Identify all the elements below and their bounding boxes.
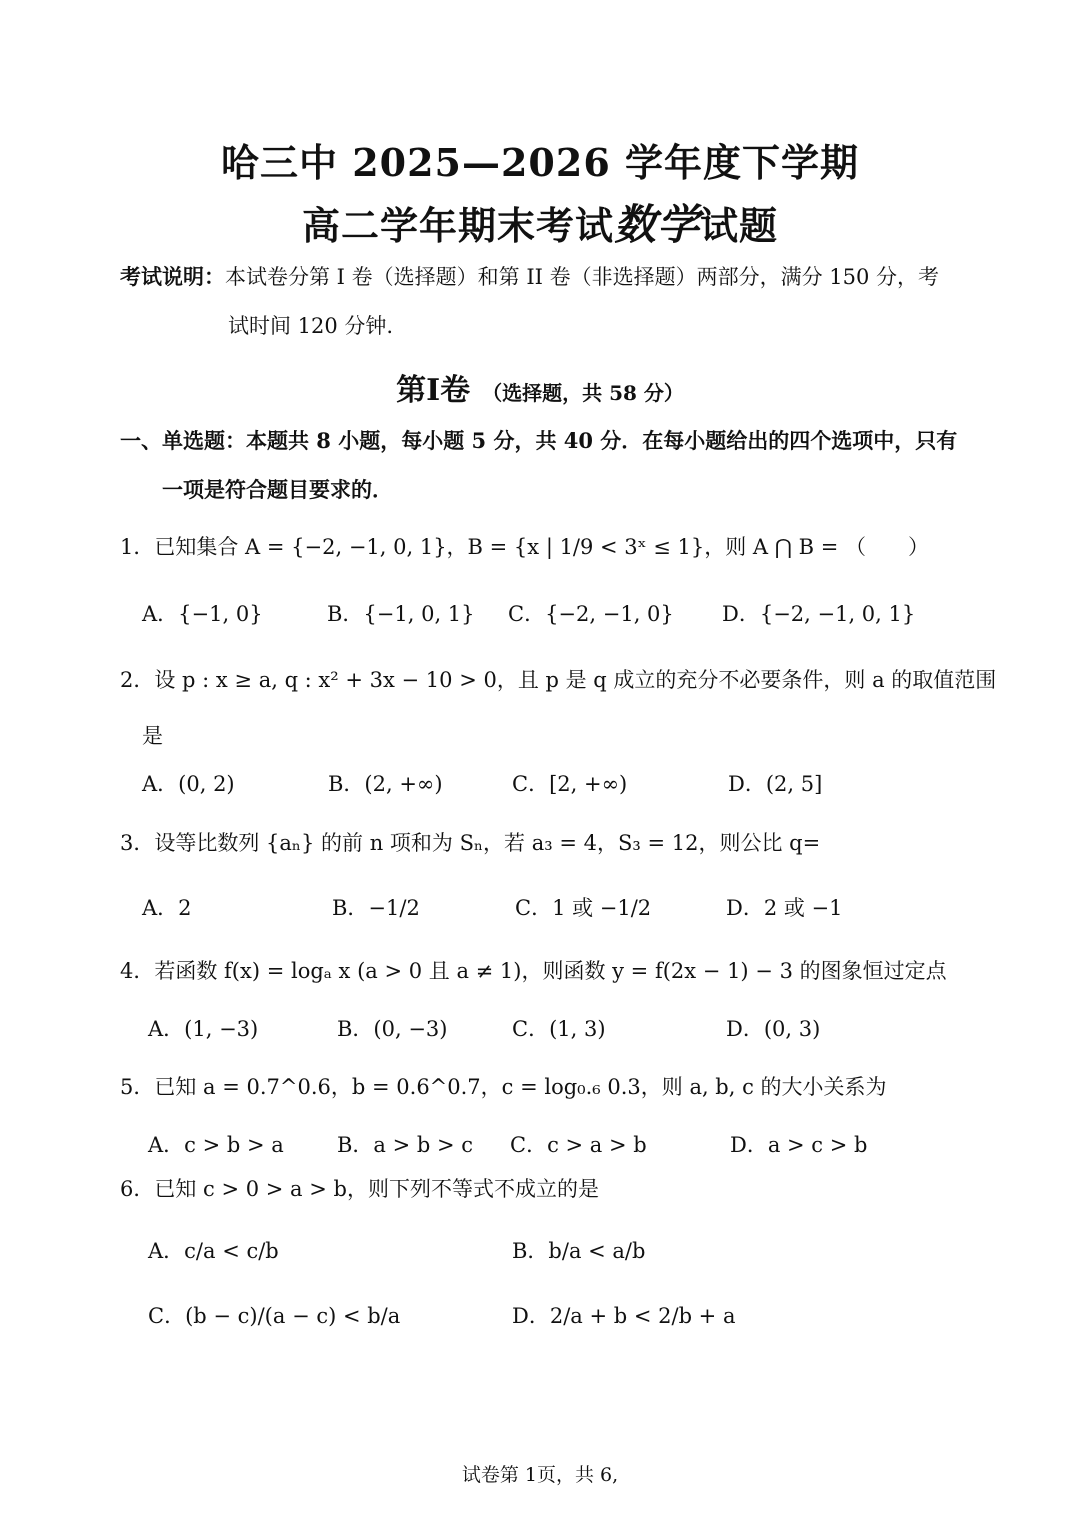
question-4-stem: 4．若函数 f(x) = logₐ x (a > 0 且 a ≠ 1)，则函数 y = f(2x − 1) − 3 的图象恒过定点: [120, 959, 947, 983]
q3-option-c: C．1 或 −1/2: [515, 896, 652, 920]
exam-note-text1: 本试卷分第 I 卷（选择题）和第 II 卷（非选择题）两部分，满分 150 分，考: [225, 265, 940, 289]
q3-option-a: A．2: [142, 896, 192, 920]
q2-option-d: D．(2, 5]: [728, 772, 823, 796]
exam-title-line1: 哈三中 2025—2026 学年度下学期: [221, 140, 859, 185]
q4-option-a: A．(1, −3): [148, 1017, 259, 1041]
q5-option-c: C．c > a > b: [510, 1133, 647, 1157]
question-2-stem-cont: 是: [142, 724, 163, 748]
title-subject: 数学: [613, 200, 700, 249]
q6-option-a: A．c/a < c/b: [148, 1239, 279, 1263]
q2-option-c: C．[2, +∞): [512, 772, 628, 796]
part1-intro-line1: 一、单选题：本题共 8 小题，每小题 5 分，共 40 分．在每小题给出的四个选项中，只有: [120, 428, 958, 453]
q5-option-b: B．a > b > c: [337, 1133, 474, 1157]
exam-note-label: 考试说明：: [120, 264, 225, 289]
title-part-a: 高二学年期末考试: [301, 203, 614, 248]
q5-option-d: D．a > c > b: [730, 1133, 868, 1157]
q1-option-c: C．{−2, −1, 0}: [508, 602, 674, 626]
q6-option-c: C．(b − c)/(a − c) < b/a: [148, 1304, 401, 1328]
question-3-stem: 3．设等比数列 {aₙ} 的前 n 项和为 Sₙ，若 a₃ = 4，S₃ = 12，则公比 q=: [120, 831, 821, 855]
exam-title-line2: [0, 192, 1080, 252]
question-5-stem: 5．已知 a = 0.7^0.6，b = 0.6^0.7，c = log₀.₆ 0.3，则 a, b, c 的大小关系为: [120, 1075, 887, 1099]
q2-option-a: A．(0, 2): [142, 772, 235, 796]
page-footer: 试卷第 1页，共 6,: [461, 1464, 619, 1486]
q5-option-a: A．c > b > a: [148, 1133, 284, 1157]
question-2-stem: 2．设 p : x ≥ a, q : x² + 3x − 10 > 0，且 p 是 q 成立的充分不必要条件，则 a 的取值范围: [120, 668, 997, 692]
q2-option-b: B．(2, +∞): [328, 772, 443, 796]
section-heading: [0, 365, 1080, 409]
q3-option-b: B．−1/2: [332, 896, 420, 920]
q4-option-c: C．(1, 3): [512, 1017, 606, 1041]
exam-note-line2: 试时间 120 分钟.: [228, 314, 394, 338]
q4-option-b: B．(0, −3): [337, 1017, 448, 1041]
section-subtitle: （选择题，共 58 分）: [482, 381, 684, 405]
q6-option-d: D．2/a + b < 2/b + a: [512, 1304, 736, 1328]
question-1-stem: 1．已知集合 A = {−2, −1, 0, 1}，B = {x | 1/9 < 3ˣ ≤ 1}，则 A ⋂ B = （ ）: [120, 535, 930, 559]
q1-option-a: A．{−1, 0}: [142, 602, 263, 626]
q1-option-d: D．{−2, −1, 0, 1}: [722, 602, 916, 626]
q4-option-d: D．(0, 3): [726, 1017, 821, 1041]
q3-option-d: D．2 或 −1: [726, 896, 843, 920]
section-title: 第I卷: [396, 373, 471, 408]
q6-option-b: B．b/a < a/b: [512, 1239, 646, 1263]
title-part-c: 试题: [700, 203, 779, 248]
part1-intro-line2: 一项是符合题目要求的．: [162, 477, 393, 502]
question-6-stem: 6．已知 c > 0 > a > b，则下列不等式不成立的是: [120, 1177, 599, 1201]
exam-note-line1: [120, 262, 939, 292]
q1-option-b: B．{−1, 0, 1}: [327, 602, 475, 626]
